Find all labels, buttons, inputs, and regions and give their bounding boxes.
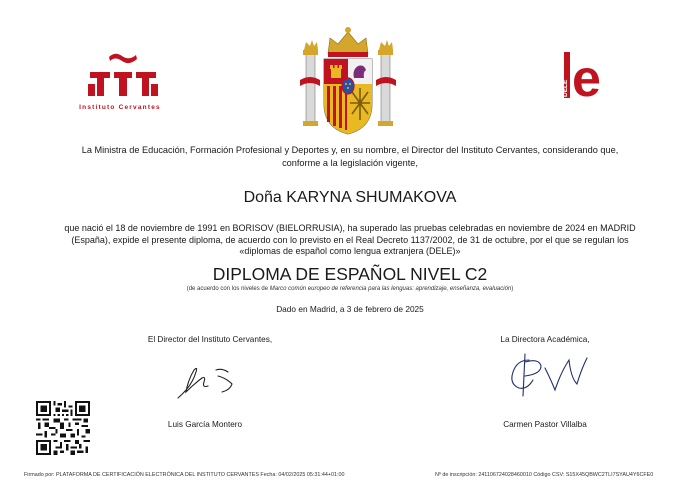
academic-director-role: La Directora Académica, (500, 335, 590, 344)
reference-note (60, 286, 640, 292)
diploma-title: DIPLOMA DE ESPAÑOL NIVEL C2 (212, 264, 488, 284)
reference-suffix: ) (511, 286, 514, 292)
reference-italic: Marco común europeo de referencia para las lenguas: aprendizaje, enseñanza, evaluación (269, 286, 512, 292)
director-role: El Director del Instituto Cervantes, (147, 335, 273, 344)
footer-registration: Nº de inscripción: 241106724028460010 Código CSV: S15X45QBWC2TLI7SYAU4Y6CFE0 (435, 472, 654, 478)
director-name: Luis García Montero (167, 420, 243, 429)
reference-prefix: (de acuerdo con los niveles de (186, 286, 270, 292)
dele-logo (560, 50, 620, 102)
holder-name: Doña KARYNA SHUMAKOVA (243, 189, 457, 206)
dele-logo-letter: e (572, 50, 601, 102)
academic-director-name: Carmen Pastor Villalba (503, 420, 587, 429)
instituto-cervantes-logo-text: Instituto Cervantes (79, 104, 161, 111)
dele-logo-text: DELE (562, 79, 569, 97)
qr-code (36, 401, 90, 455)
spanish-coat-of-arms-icon (300, 24, 396, 140)
diploma-body-text: que nació el 18 de noviembre de 1991 en BORISOV (BIELORRUSIA), ha superado las pruebas celebradas en noviembre de 2024 en MADRID (España), expide el presente diploma, de acuerdo con lo previsto en el Real Decreto 1137/2002, de 31 de octubre, por el que se regulan los «diplomas de español como lengua extranjera (DELE)» (64, 223, 636, 256)
director-signature (172, 358, 242, 402)
academic-director-signature (495, 350, 590, 400)
footer-signed-by: Firmado por: PLATAFORMA DE CERTIFICACIÓN ELECTRÓNICA DEL INSTITUTO CERVANTES Fecha: 04/02/2025 05:31:44+01:00 (24, 472, 345, 478)
date-place: Dado en Madrid, a 3 de febrero de 2025 (276, 304, 424, 314)
intro-text: La Ministra de Educación, Formación Profesional y Deportes y, en su nombre, el Director del Instituto Cervantes, considerando que, conforme a la legislación vigente, (81, 145, 619, 168)
